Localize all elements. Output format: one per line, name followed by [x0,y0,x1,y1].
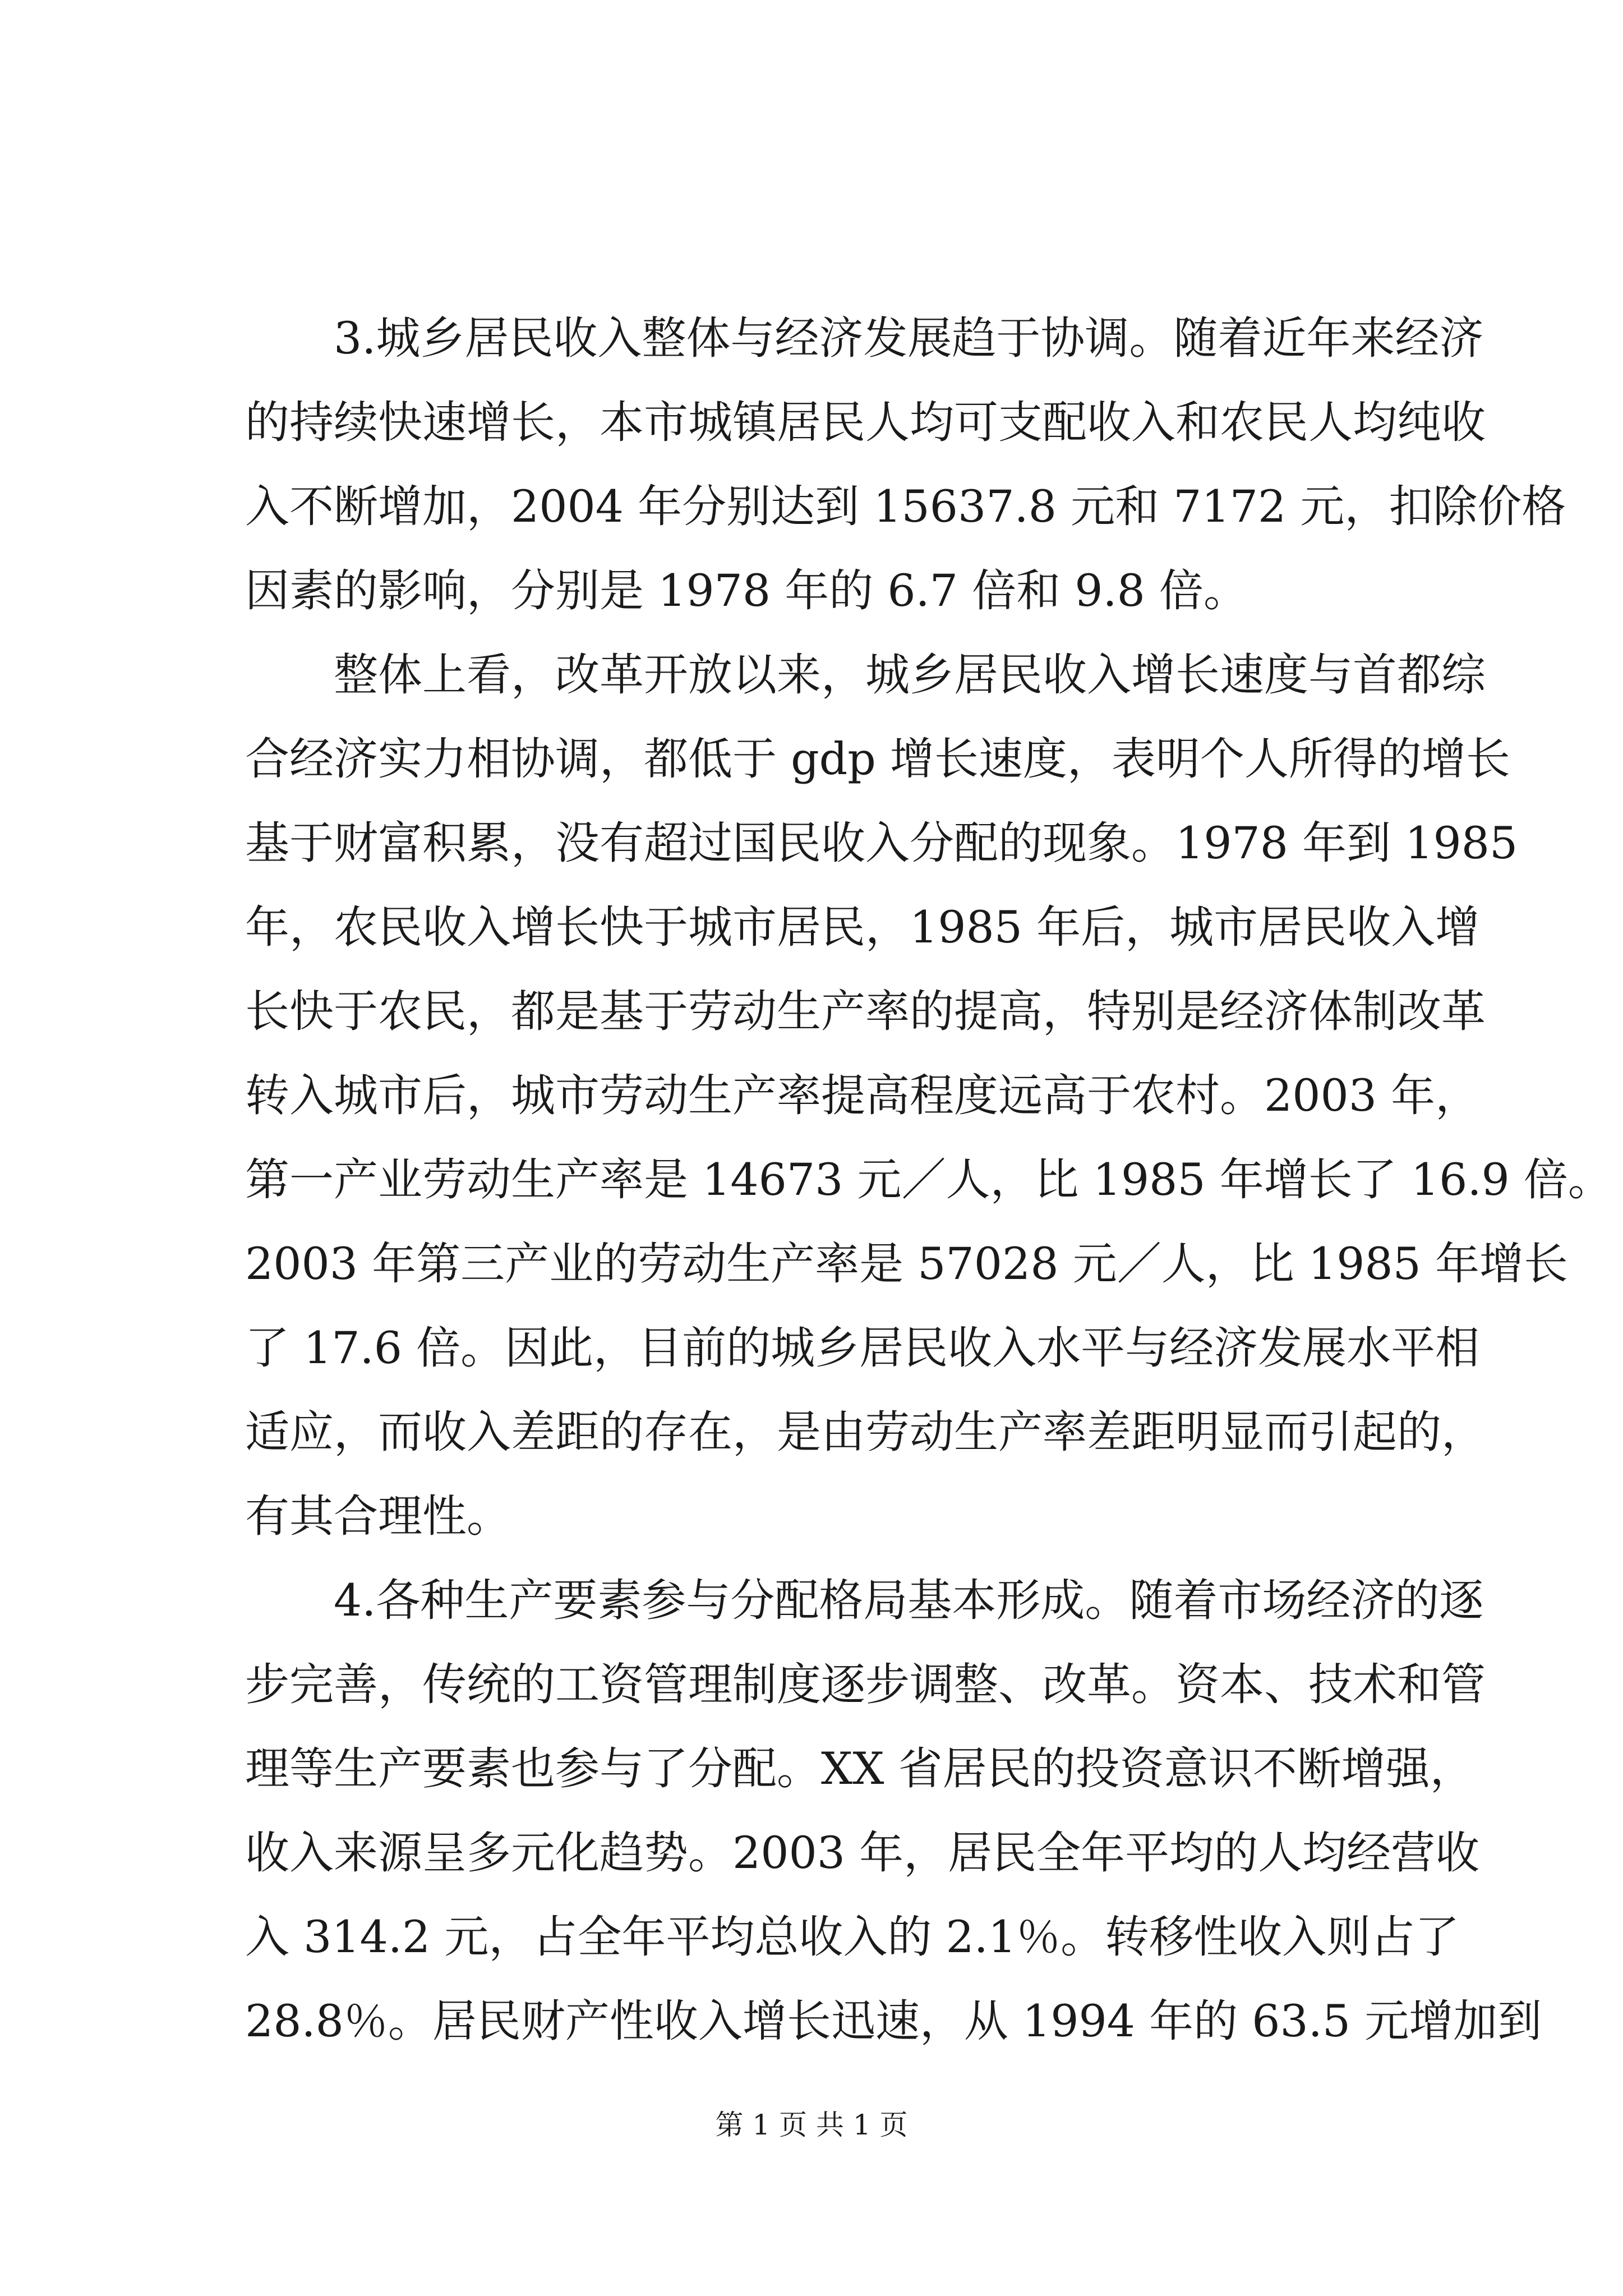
text-line: 整体上看，改革开放以来，城乡居民收入增长速度与首都综 [334,649,1486,701]
paragraph-2 [245,633,1612,1558]
text-line: 了 17.6 倍。因此，目前的城乡居民收入水平与经济发展水平相 [245,1322,1480,1374]
text-line: 因素的影响，分别是 1978 年的 6.7 倍和 9.8 倍。 [245,565,1248,616]
paragraph-1 [245,296,1566,633]
text-line: 3.城乡居民收入整体与经济发展趋于协调。随着近年来经济 [334,312,1484,364]
text-line: 入 314.2 元，占全年平均总收入的 2.1％。转移性收入则占了 [245,1911,1460,1963]
text-line: 合经济实力相协调，都低于 gdp 增长速度，表明个人所得的增长 [245,733,1510,785]
text-line: 的持续快速增长，本市城镇居民人均可支配收入和农民人均纯收 [245,397,1486,448]
text-line: 第一产业劳动生产率是 14673 元／人，比 1985 年增长了 16.9 倍。 [245,1154,1612,1205]
text-line: 入不断增加，2004 年分别达到 15637.8 元和 7172 元，扣除价格 [245,481,1566,532]
paragraph-3 [245,1558,1542,2063]
text-line: 年，农民收入增长快于城市居民，1985 年后，城市居民收入增 [245,901,1480,953]
text-line: 适应，而收入差距的存在，是由劳动生产率差距明显而引起的， [245,1406,1486,1458]
text-line: 2003 年第三产业的劳动生产率是 57028 元／人，比 1985 年增长 [245,1238,1568,1290]
text-line: 转入城市后，城市劳动生产率提高程度远高于农村。2003 年， [245,1070,1480,1121]
text-line: 4.各种生产要素参与分配格局基本形成。随着市场经济的逐 [334,1575,1484,1626]
text-line: 有其合理性。 [245,1490,511,1542]
text-line: 28.8％。居民财产性收入增长迅速，从 1994 年的 63.5 元增加到 [245,1995,1542,2047]
text-line: 基于财富积累，没有超过国民收入分配的现象。1978 年到 1985 [245,817,1518,869]
text-line: 步完善，传统的工资管理制度逐步调整、改革。资本、技术和管 [245,1659,1486,1710]
page-footer: 第 1 页 共 1 页 [715,2109,908,2141]
text-line: 长快于农民，都是基于劳动生产率的提高，特别是经济体制改革 [245,986,1486,1037]
text-line: 收入来源呈多元化趋势。2003 年，居民全年平均的人均经营收 [245,1827,1480,1879]
document-body [245,296,1612,2063]
text-line: 理等生产要素也参与了分配。XX 省居民的投资意识不断增强， [245,1743,1474,1795]
